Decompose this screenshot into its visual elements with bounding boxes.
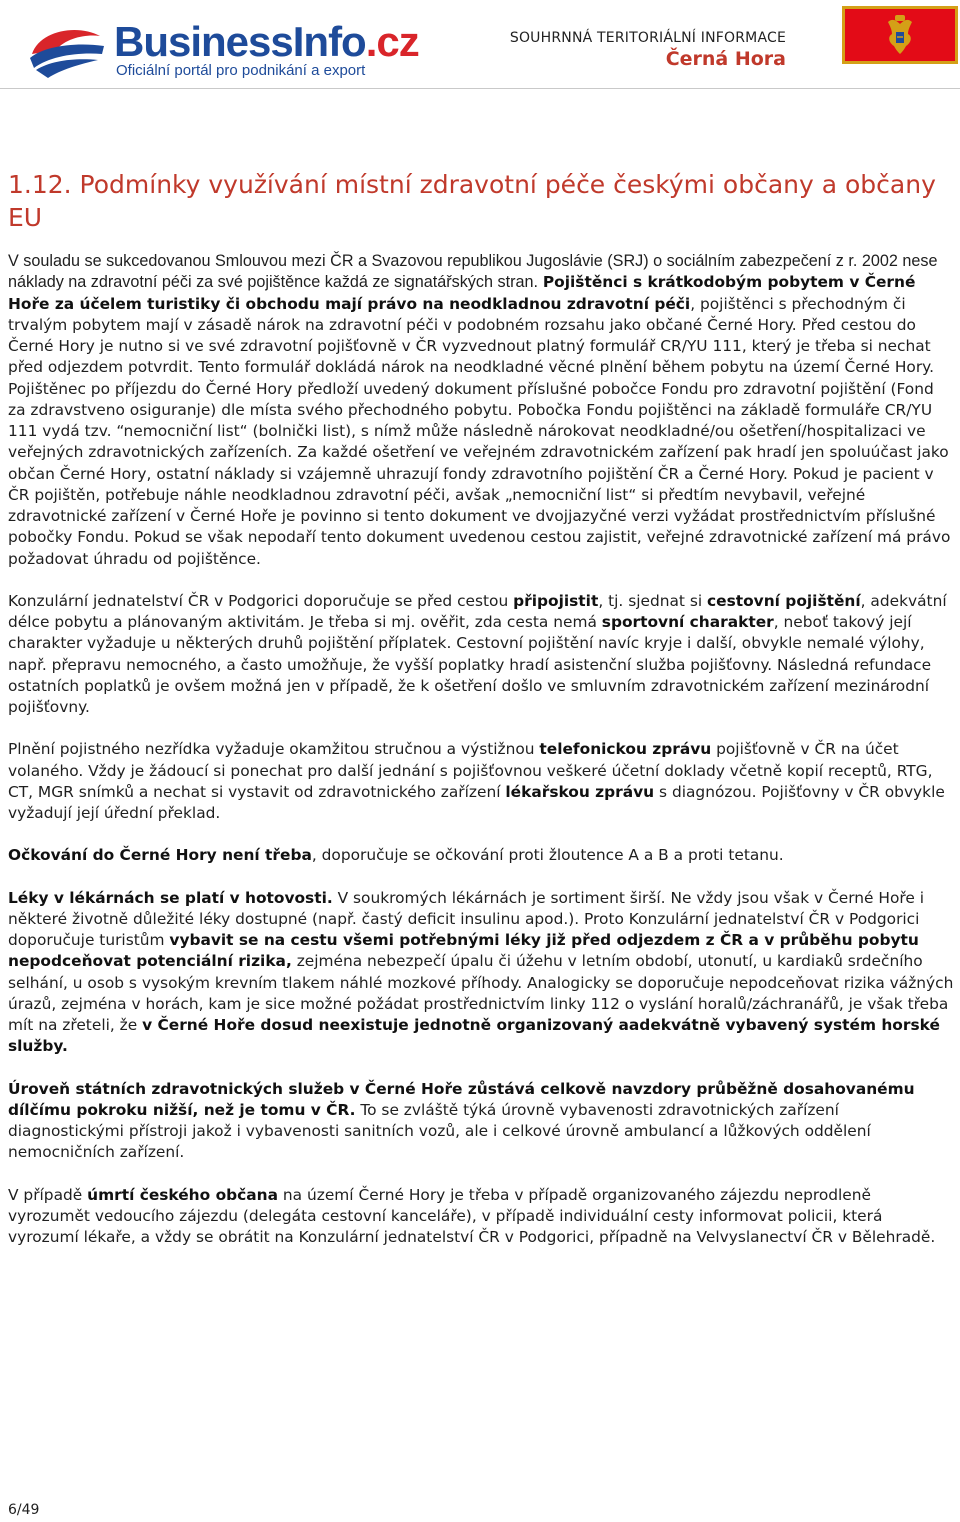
header-info	[510, 30, 786, 70]
text-span: , doporučuje se očkování proti žloutence A a B a proti tetanu.	[311, 846, 784, 865]
bold-text: vybavit se na cestu všemi potřebnými léky již před odjezdem z ČR a v průběhu pobytu nepodceňovat potenciální rizika,	[8, 931, 919, 971]
bold-text: telefonickou zprávu	[539, 740, 712, 759]
text-span: V případě	[8, 1185, 88, 1204]
text-span: , neboť takový její charakter vyžaduje u některých druhů pojištění příplatek. Cestovní pojištění navíc kryje i další, obvykle nemalé výlohy, např. přepravu nemocného, a často umožňuje, že vyšší poplatky hradí asistenční služba pojišťovny. Následná refundace ostatních poplatků je ovšem možná jen v případě, že k ošetření došlo ve smluvním zdravotnickém zařízení mezinárodní pojišťovny.	[8, 613, 932, 716]
text-span: Plnění pojistného nezřídka vyžaduje okamžitou stručnou a výstižnou	[8, 740, 540, 759]
bold-text: Očkování do Černé Hory není třeba	[8, 846, 312, 865]
text-span: , tj. sjednat si	[598, 591, 708, 610]
bold-text: Léky v lékárnách se platí v hotovosti.	[8, 888, 333, 907]
bold-text: úmrtí českého občana	[87, 1185, 279, 1204]
brand-name: BusinessInfo	[114, 18, 366, 65]
text-span: na území Černé Hory je třeba v případě organizovaného zájezdu neprodleně vyrozumět vedoucího zájezdu (delegáta cestovní kanceláře), v případě individuální cesty informovat policii, která vyrozumí lékaře, a vždy se obrátit na Konzulární jednatelství ČR v Podgorici, případně na Velvyslanectví ČR v Bělehradě.	[8, 1185, 936, 1246]
paragraph-health-services-level	[8, 1079, 954, 1164]
paragraph-vaccination	[8, 845, 954, 866]
text-span: , pojištěnci s přechodným či trvalým pobytem mají v zásadě nárok na zdravotní péči v podobném rozsahu jako občané Černé Hory. Před cestou do Černé Hory je nutno si ve své zdravotní pojišťovně v ČR vyzvednout platný formulář CR/YU 111, který je třeba si nechat před odjezdem potvrdit. Tento formulář dokládá nárok na neodkladné věcné plnění během pobytu na území Černé Hory. Pojištěnec po příjezdu do Černé Hory předloží uvedený dokument příslušné pobočce Fondu pro zdravotní pojištění (Fond za zdravstveno osiguranje) dle místa svého přechodného pobytu. Pobočka Fondu pojištěnci na základě formuláře CR/YU 111 vydá tzv. “nemocniční list“ (bolnički list), s nímž může následně nárokovat neodkladné/ou ošetření/hospitalizaci ve veřejných zdravotnických zařízeních. Za každé ošetření ve veřejném zdravotnickém zařízení pak hradí jen spoluúčast jako občan Černé Hory, ostatní náklady si vzájemně uhrazují fondy zdravotního pojištění ČR a Černé Hory. Pokud je pacient v ČR pojištěn, potřebuje náhle neodkladnou zdravotní péči, avšak „nemocniční list“ si předtím nevybavil, veřejné zdravotnické zařízení v Černé Hoře je povinno si tento dokument ve dvojjazyčné verzi vyžádat prostřednictvím příslušné pobočky Fondu. Pokud se však nepodaří tento dokument uvedenou cestou zajistit, veřejné zdravotnické zařízení má právo požadovat úhradu od pojištěnce.	[8, 294, 951, 568]
bold-text: cestovní pojištění	[707, 591, 861, 610]
text-span: zejména nebezpečí úpalu či úžehu v letním období, utonutí, u kardiaků srdečního selhání, u osob s vysokým krevním tlakem náhlé mozkové příhody. Analogicky se doporučuje nepodceňovat rizika vážných úrazů, zejména v horách, kam je sice možné požádat prostřednictvím linky 112 o vyslání horalů/záchranářů, je však třeba mít na zřeteli, že	[8, 952, 954, 1034]
logo-brand-text	[114, 20, 419, 64]
section-title: 1.12. Podmínky využívání místní zdravotní péče českými občany a občany EU	[8, 170, 936, 232]
text-span: Konzulární jednatelství ČR v Podgorici doporučuje se před cestou	[8, 591, 514, 610]
businessinfo-logo-icon	[26, 24, 108, 80]
bold-text: Pojištěnci s krátkodobým pobytem v Černé Hoře za účelem turistiky či obchodu mají právo na neodkladnou zdravotní péči	[8, 273, 916, 313]
paragraph-travel-insurance	[8, 591, 954, 719]
page-header	[0, 0, 960, 90]
bold-text: sportovní charakter	[601, 613, 774, 631]
paragraph-medicines	[8, 888, 954, 1058]
bold-text: Úroveň státních zdravotnických služeb v Černé Hoře zůstává celkově navzdory průběžně dosahovanému dílčímu pokroku nižší, než je tomu v ČR.	[8, 1079, 915, 1119]
bold-text: připojistit	[513, 591, 599, 610]
text-span: To se zvláště týká úrovně vybavenosti zdravotnických zařízení diagnostickými přístroji jakož i vybavenosti sanitních vozů, ale i celkové úrovně ambulancí a lůžkových oddělení nemocničních zařízení.	[8, 1100, 871, 1162]
montenegro-flag-icon	[842, 6, 958, 64]
paragraph-insurance-claims	[8, 739, 954, 824]
main-content	[8, 168, 954, 1248]
text-span: pojišťovně v ČR na účet volaného. Vždy je žádoucí si ponechat pro další jednání s pojišťovnou veškeré účetní doklady včetně kopií receptů, RTG, CT, MGR snímků a nechat si vystavit od zdravotnického zařízení	[8, 740, 933, 801]
paragraph-health-care-agreement	[8, 251, 954, 570]
text-span: V soukromých lékárnách je sortiment širší. Ne vždy jsou však v Černé Hoře i některé životně důležité léky dostupné (např. častý deficit insulinu apod.). Proto Konzulární jednatelství ČR v Podgorici doporučuje turistům	[8, 888, 925, 949]
header-country: Černá Hora	[665, 48, 786, 70]
text-span: s diagnózou. Pojišťovny v ČR obvykle vyžadují její úřední překlad.	[8, 782, 945, 822]
text-span: , adekvátní délce pobytu a plánovaným aktivitám. Je třeba si mj. ověřit, zda cesta nemá	[8, 591, 947, 631]
header-kicker: SOUHRNNÁ TERITORIÁLNÍ INFORMACE	[509, 30, 786, 46]
header-divider	[0, 88, 960, 89]
bold-text: lékařskou zprávu	[505, 782, 655, 801]
brand-domain: .cz	[365, 18, 419, 65]
logo-tagline: Oficiální portál pro podnikání a export	[116, 62, 366, 79]
page-number: 6/49	[8, 1502, 40, 1518]
text-span: V souladu se sukcedovanou Smlouvou mezi ČR a Svazovou republikou Jugoslávie (SRJ) o sociálním zabezpečení z r. 2002 nese náklady na zdravotní péči za své pojištěnce každá ze signatářských stran.	[8, 252, 938, 292]
paragraph-death-of-citizen	[8, 1185, 954, 1249]
bold-text: v Černé Hoře dosud neexistuje jednotně organizovaný aadekvátně vybavený systém horské služby.	[8, 1016, 940, 1056]
businessinfo-logo[interactable]	[26, 18, 419, 82]
